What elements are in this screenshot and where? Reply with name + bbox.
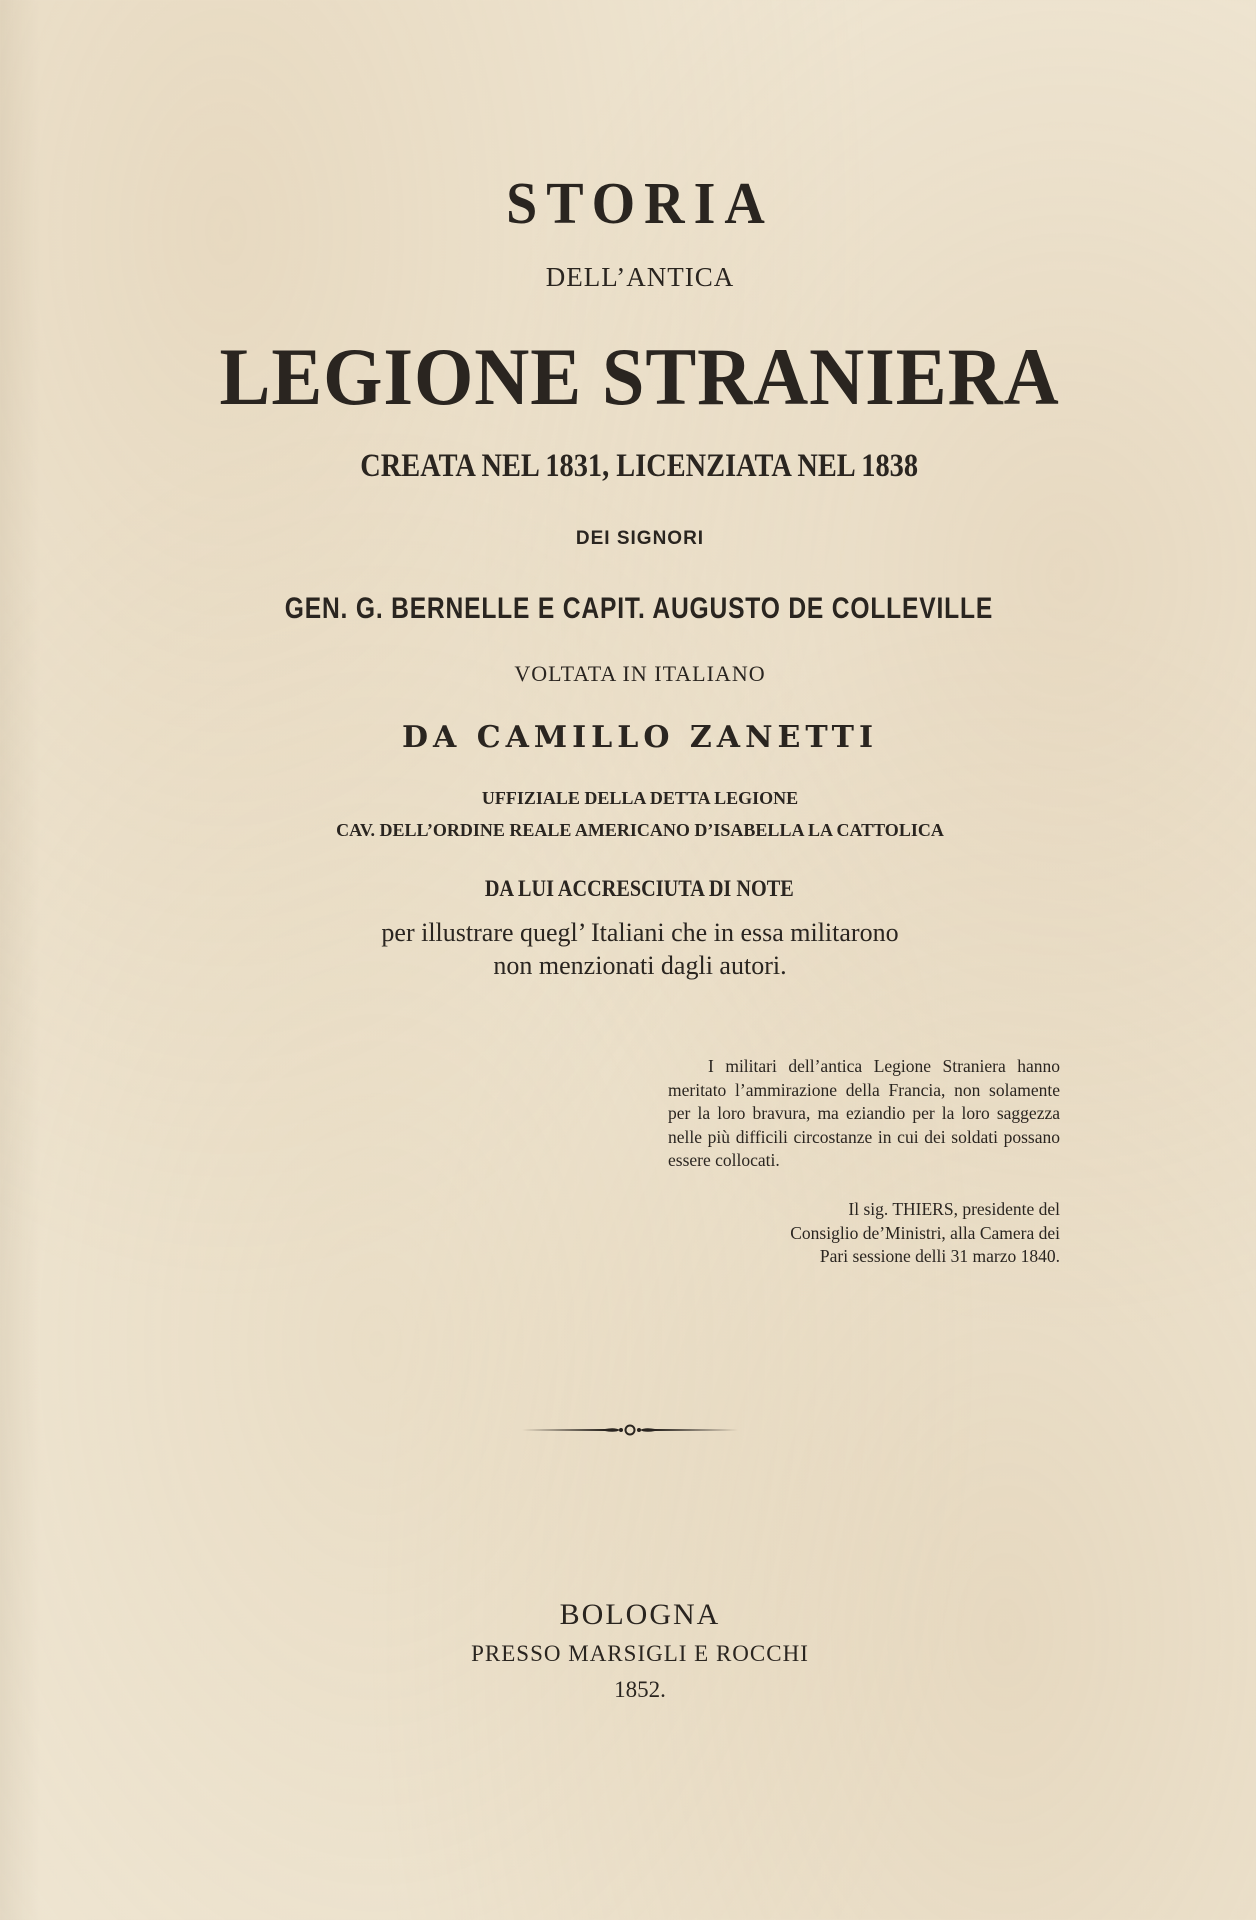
notes-heading: DA LUI ACCRESCIUTA DI NOTE (484, 876, 794, 901)
title-storia: STORIA (506, 171, 774, 237)
attribution-line-1: Il sig. THIERS, presidente del (848, 1199, 1060, 1219)
authors-intro: DEI SIGNORI (575, 528, 705, 549)
translator-role-2: CAV. DELL’ORDINE REALE AMERICANO D’ISABELLA LA CATTOLICA (336, 820, 944, 840)
attribution-line-2: Consiglio de’Ministri, alla Camera dei (790, 1222, 1060, 1243)
epigraph-attribution (700, 1198, 1060, 1269)
notes-line-1: per illustrare quegl’ Italiani che in essa militarono (381, 918, 899, 947)
imprint-city: BOLOGNA (559, 1598, 721, 1631)
title-legione-straniera: LEGIONE STRANIERA (219, 331, 1060, 422)
authors-names: GEN. G. BERNELLE E CAPIT. AUGUSTO DE COLLEVILLE (284, 592, 994, 625)
notes-line-2: non menzionati dagli autori. (493, 951, 787, 980)
epigraph (668, 1055, 1060, 1173)
attribution-line-3: Pari sessione delli 31 marzo 1840. (819, 1246, 1060, 1266)
imprint-publisher: PRESSO MARSIGLI E ROCCHI (471, 1641, 809, 1666)
epigraph-text: I militari dell’antica Legione Straniera hanno meritato l’ammirazione della Francia, non solamente per la loro bravura, ma eziandio per la loro saggezza nelle più difficili circostanze in cui dei soldati possano essere collocati. (668, 1056, 1060, 1170)
imprint-year: 1852. (614, 1677, 666, 1702)
translation-note: VOLTATA IN ITALIANO (514, 661, 766, 686)
title-dell-antica: DELL’ANTICA (545, 262, 735, 292)
translator-role-1: UFFIZIALE DELLA DETTA LEGIONE (481, 788, 799, 808)
translator-name: DA CAMILLO ZANETTI (402, 720, 878, 755)
subtitle-dates: CREATA NEL 1831, LICENZIATA NEL 1838 (360, 448, 919, 484)
ornament-divider-icon (520, 1418, 740, 1442)
